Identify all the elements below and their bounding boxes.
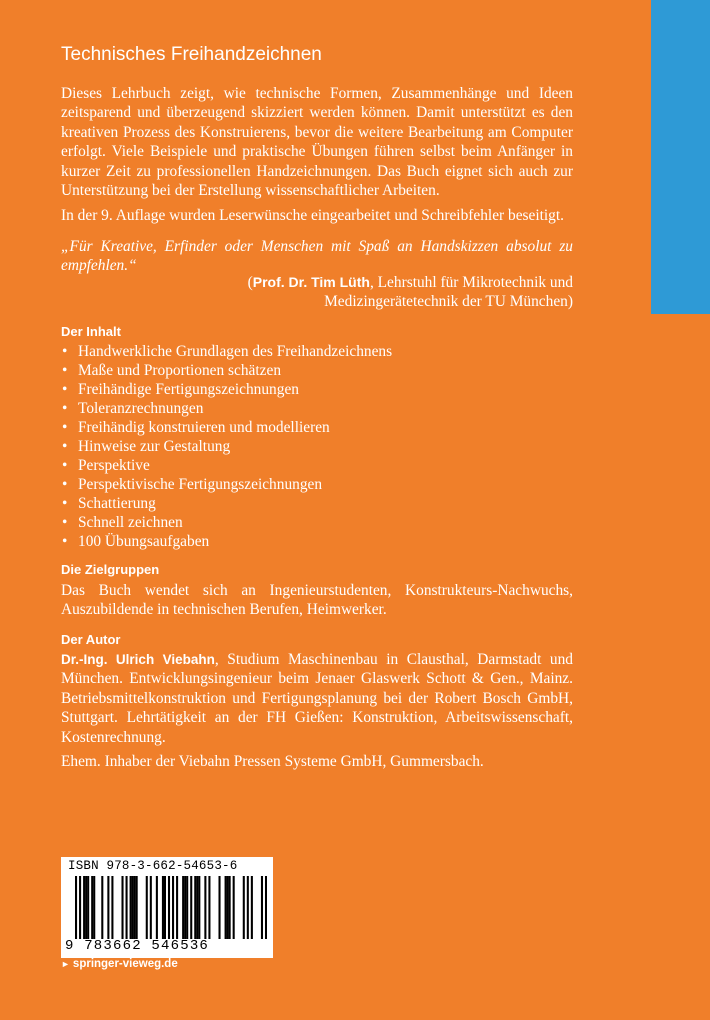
inhalt-item [61,513,392,532]
barcode-bar [162,876,164,939]
barcode-bar [101,876,103,939]
barcode-bar [218,876,220,939]
isbn-label: ISBN 978-3-662-54653-6 [68,859,238,873]
barcode-bar [75,876,77,939]
bullet-icon: • [62,457,68,474]
barcode-bar [126,876,128,939]
inhalt-item [61,418,392,437]
quote-open-paren: ( [247,274,253,291]
bullet-icon: • [62,400,68,417]
inhalt-item-label: Perspektivische Fertigungszeichnungen [78,476,323,493]
barcode-bar [121,876,123,939]
inhalt-item-label: Perspektive [78,457,150,474]
autor-heading: Der Autor [61,632,121,647]
autor-bio [61,650,573,747]
inhalt-item-label: Toleranzrechnungen [78,400,204,417]
barcode-bar [184,876,186,939]
bullet-icon: • [62,362,68,379]
barcode-bar [176,876,178,939]
barcode-bar [225,876,227,939]
barcode-bar [196,876,198,939]
barcode-bar [132,876,134,939]
bullet-icon: • [62,495,68,512]
inhalt-item [61,532,392,551]
isbn-barcode [61,857,273,958]
bullet-icon: • [62,419,68,436]
barcode-bar [156,876,158,939]
barcode-bar [146,876,148,939]
quote-author: Prof. Dr. Tim Lüth [252,274,370,290]
inhalt-item [61,361,392,380]
inhalt-item-label: Freihändige Fertigungszeichnungen [78,381,299,398]
barcode-bar [229,876,231,939]
bullet-icon: • [62,381,68,398]
inhalt-item-label: Freihändig konstruieren und modellieren [78,419,330,436]
inhalt-heading: Der Inhalt [61,324,121,339]
bullet-icon: • [62,476,68,493]
autor-bio-text: , Studium Maschinenbau in Clausthal, Darmstadt und München. Entwicklungsingenieur beim Jenaer Glaswerk Schott & Gen., Mainz. Betriebsmittelkonstruktion und Fertigungsplanung bei der Robert Bosch GmbH, Stuttgart. Lehrtätigkeit an der FH Gießen: Konstruktion, Arbeitswissenschaft, Kostenrechnung. [61,651,573,746]
bullet-icon: • [62,514,68,531]
barcode-bar [150,876,152,939]
barcode-bar [164,876,166,939]
barcode-bar [186,876,188,939]
autor-ehem: Ehem. Inhaber der Viebahn Pressen Systeme GmbH, Gummersbach. [61,753,484,770]
quote-affiliation: , Lehrstuhl für Mikrotechnik und Medizingerätetechnik der TU München) [324,274,573,311]
quote-attribution [153,273,573,312]
barcode-bar [265,876,267,939]
inhalt-item-label: Schattierung [78,495,156,512]
barcode-bar [93,876,95,939]
inhalt-item-label: Schnell zeichnen [78,514,183,531]
inhalt-item [61,494,392,513]
bullet-icon: • [62,533,68,550]
inhalt-item [61,437,392,456]
barcode-bar [91,876,93,939]
bullet-icon: • [62,438,68,455]
cover-color-tab [651,0,710,314]
publisher-link [61,958,178,970]
barcode-bar [190,876,192,939]
barcode-bar [134,876,136,939]
inhalt-item-label: Hinweise zur Gestaltung [78,438,231,455]
barcode-bar [204,876,206,939]
inhalt-list [61,342,392,551]
review-quote: „Für Kreative, Erfinder oder Menschen mit Spaß an Handskizzen absolut zu empfehlen.“ [61,238,573,275]
barcode-bar [251,876,253,939]
barcode-bar [194,876,196,939]
inhalt-item [61,399,392,418]
barcode-bar [83,876,85,939]
barcode-bar [85,876,87,939]
bullet-icon: • [62,343,68,360]
barcode-bar [172,876,174,939]
inhalt-item-label: Handwerkliche Grundlagen des Freihandzeichnens [78,343,393,360]
inhalt-item-label: 100 Übungsaufgaben [78,533,210,550]
barcode-bar [227,876,229,939]
barcode-bar [247,876,249,939]
autor-name: Dr.-Ing. Ulrich Viebahn [61,652,215,667]
barcode-bar [198,876,200,939]
inhalt-item-label: Maße und Proportionen schätzen [78,362,282,379]
barcode-bars [75,876,267,939]
ean-digits: 9 783662 546536 [65,938,210,954]
barcode-bar [107,876,109,939]
zielgruppen-heading: Die Zielgruppen [61,562,160,577]
edition-note: In der 9. Auflage wurden Leserwünsche eingearbeitet und Schreibfehler beseitigt. [61,207,564,224]
barcode-bar [79,876,81,939]
arrow-icon: ► [61,959,70,969]
barcode-bar [243,876,245,939]
zielgruppen-text: Das Buch wendet sich an Ingenieurstudenten, Konstrukteurs-Nachwuchs, Auszubildende in technischen Berufen, Heimwerker. [61,582,573,619]
barcode-bar [208,876,210,939]
barcode-bar [233,876,235,939]
inhalt-item [61,380,392,399]
inhalt-item [61,456,392,475]
barcode-bar [136,876,138,939]
inhalt-item [61,475,392,494]
barcode-bar [111,876,113,939]
barcode-bar [130,876,132,939]
book-title: Technisches Freihandzeichnen [61,44,322,65]
description-paragraph: Dieses Lehrbuch zeigt, wie technische Formen, Zusammenhänge und Ideen zeitsparend und überzeugend skizziert werden können. Damit unterstützt es den kreativen Prozess des Konstruierens, bevor die weitere Bearbeitung am Computer erfolgt. Viele Beispiele und praktische Übungen führen selbst beim Anfänger in kurzer Zeit zu professionellen Handzeichnungen. Das Buch eignet sich auch zur Unterstützung bei der Erstellung wissenschaftlicher Arbeiten. [61,85,573,200]
barcode-bar [182,876,184,939]
barcode-bar [261,876,263,939]
inhalt-item [61,342,392,361]
publisher-url: springer-vieweg.de [72,958,178,970]
barcode-bar [168,876,170,939]
barcode-bar [87,876,89,939]
